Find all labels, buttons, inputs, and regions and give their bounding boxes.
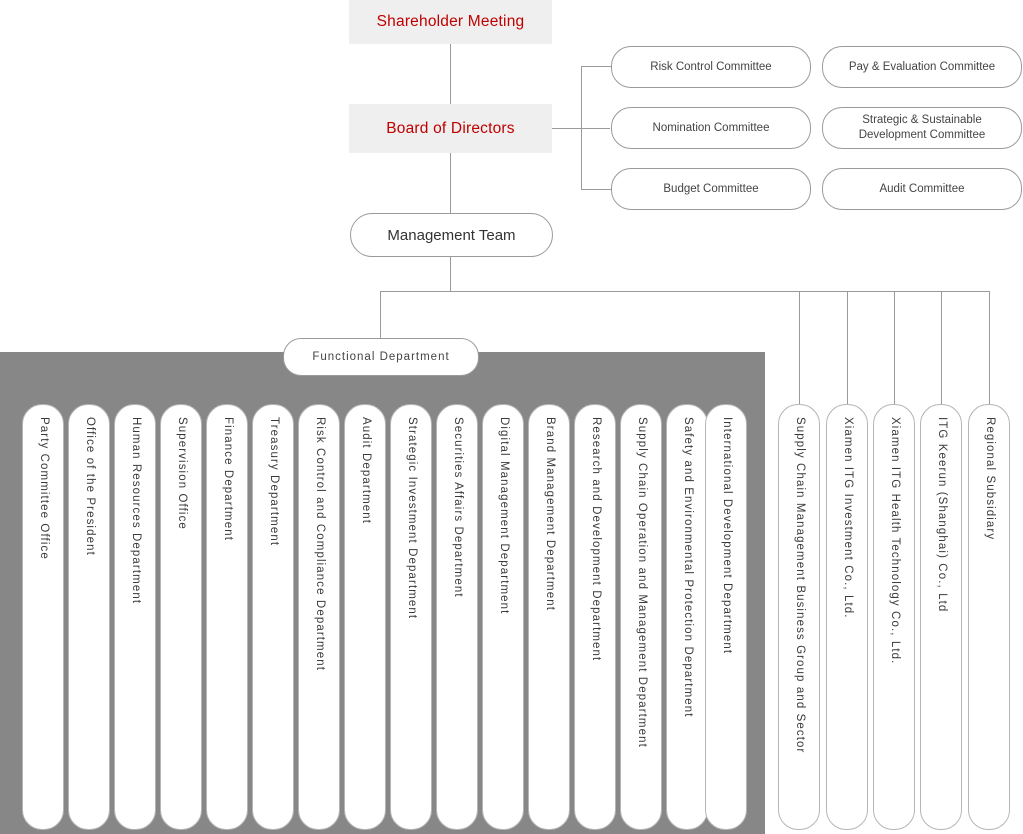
committee-label: Pay & Evaluation Committee — [848, 60, 996, 73]
department-label: Brand Management Department — [543, 417, 556, 611]
department-label: International Development Department — [720, 417, 733, 655]
subsidiary-label: Xiamen ITG Investment Co., Ltd. — [841, 417, 854, 619]
department-label: Treasury Department — [267, 417, 280, 547]
connector-main-bus — [380, 291, 990, 292]
committee-pay-evaluation[interactable] — [822, 46, 1022, 88]
department-capsule[interactable] — [528, 404, 570, 830]
department-capsule[interactable] — [160, 404, 202, 830]
committee-label: Risk Control Committee — [650, 60, 772, 73]
subsidiary-label: ITG Keerun (Shanghai) Co., Ltd — [935, 417, 948, 613]
department-capsule[interactable] — [436, 404, 478, 830]
functional-department-box[interactable] — [283, 338, 479, 376]
department-label: Risk Control and Compliance Department — [313, 417, 326, 672]
connector-shareholder-board — [450, 44, 451, 104]
subsidiary-label: Supply Chain Management Business Group and Sector — [793, 417, 806, 754]
department-capsule[interactable] — [114, 404, 156, 830]
department-capsule[interactable] — [252, 404, 294, 830]
department-label: Supervision Office — [175, 417, 188, 530]
connector-committee-riser — [581, 66, 582, 189]
committee-nomination[interactable] — [611, 107, 811, 149]
department-capsule[interactable] — [390, 404, 432, 830]
subsidiary-label: Regional Subsidiary — [983, 417, 996, 541]
department-label: Safety and Environmental Protection Department — [681, 417, 694, 718]
department-capsule[interactable] — [206, 404, 248, 830]
connector-drop-subsidiary-5 — [989, 291, 990, 405]
subsidiary-capsule[interactable] — [873, 404, 915, 830]
department-capsule[interactable] — [620, 404, 662, 830]
committee-label: Strategic & Sustainable Development Committee — [858, 114, 986, 141]
subsidiary-label: Xiamen ITG Health Technology Co., Ltd. — [888, 417, 901, 665]
connector-drop-functional — [380, 291, 381, 339]
connector-drop-subsidiary-3 — [894, 291, 895, 405]
department-label: Research and Development Department — [589, 417, 602, 662]
department-capsule[interactable] — [298, 404, 340, 830]
department-label: Office of the President — [83, 417, 96, 556]
department-capsule[interactable] — [666, 404, 708, 830]
committee-risk-control[interactable] — [611, 46, 811, 88]
committee-label: Nomination Committee — [652, 121, 770, 134]
department-label: Audit Department — [359, 417, 372, 525]
department-label: Supply Chain Operation and Management Department — [635, 417, 648, 748]
committee-strategic-sustainable-development[interactable] — [822, 107, 1022, 149]
department-capsule[interactable] — [482, 404, 524, 830]
department-label: Finance Department — [221, 417, 234, 541]
department-label: Strategic Investment Department — [405, 417, 418, 620]
department-label: Digital Management Department — [497, 417, 510, 615]
shareholder-meeting-box[interactable] — [349, 0, 552, 44]
committee-audit[interactable] — [822, 168, 1022, 210]
connector-committee-row3 — [581, 189, 611, 190]
connector-committee-row1 — [581, 66, 611, 67]
board-of-directors-box[interactable] — [349, 104, 552, 153]
department-label: Securities Affairs Department — [451, 417, 464, 598]
management-team-label: Management Team — [387, 226, 516, 244]
department-label: Human Resources Department — [129, 417, 142, 605]
department-capsule[interactable] — [344, 404, 386, 830]
department-capsule[interactable] — [68, 404, 110, 830]
board-of-directors-label: Board of Directors — [386, 119, 515, 137]
connector-drop-subsidiary-2 — [847, 291, 848, 405]
subsidiary-capsule[interactable] — [968, 404, 1010, 830]
shareholder-meeting-label: Shareholder Meeting — [376, 13, 525, 30]
functional-department-label: Functional Department — [312, 351, 450, 363]
connector-drop-subsidiary-1 — [799, 291, 800, 405]
subsidiary-capsule[interactable] — [826, 404, 868, 830]
committee-label: Budget Committee — [663, 182, 759, 195]
department-capsule[interactable] — [22, 404, 64, 830]
connector-management-trunk — [450, 255, 451, 291]
subsidiary-capsule[interactable] — [778, 404, 820, 830]
department-capsule[interactable] — [574, 404, 616, 830]
department-label: Party Committee Office — [37, 417, 50, 560]
connector-board-management — [450, 153, 451, 213]
connector-drop-subsidiary-4 — [941, 291, 942, 405]
management-team-box[interactable] — [350, 213, 553, 257]
subsidiary-capsule[interactable] — [920, 404, 962, 830]
committee-label: Audit Committee — [879, 182, 965, 195]
committee-budget[interactable] — [611, 168, 811, 210]
department-capsule[interactable] — [705, 404, 747, 830]
